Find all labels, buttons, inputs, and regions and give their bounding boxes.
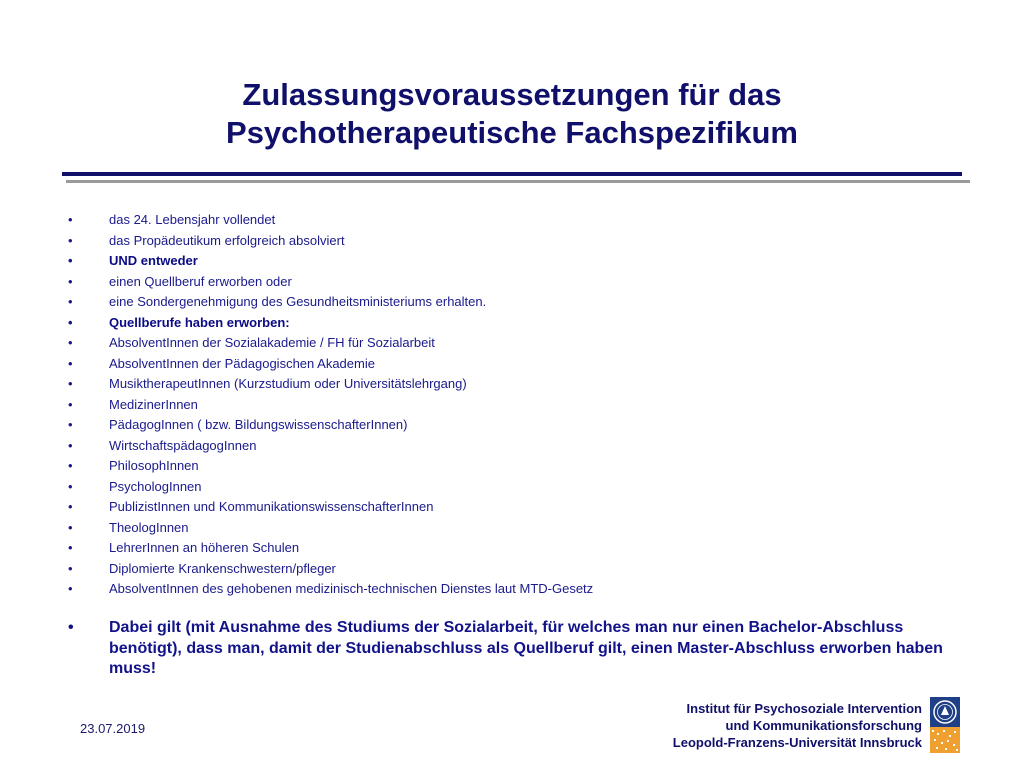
bullet-marker: • xyxy=(68,499,73,514)
bullet-marker: • xyxy=(68,335,73,350)
bullet-marker: • xyxy=(68,253,73,268)
bullet-marker: • xyxy=(68,294,73,309)
list-item-text: AbsolventInnen der Pädagogischen Akademie xyxy=(109,355,375,371)
list-item-text: LehrerInnen an höheren Schulen xyxy=(109,540,300,555)
note-text: Dabei gilt (mit Ausnahme des Studiums der Sozialarbeit, für welches man nur einen Bachelor-Abschluss benötigt), dass man, damit der Studienabschluss als Quellberuf gilt, einen Master-Abschluss erworben haben muss! xyxy=(109,619,943,677)
list-item-text: AbsolventInnen des gehobenen medizinisch-technischen Dienstes laut MTD-Gesetz xyxy=(109,581,594,596)
institute-name xyxy=(502,700,922,751)
list-item xyxy=(68,477,968,498)
list-item xyxy=(68,374,968,395)
bullet-marker: • xyxy=(68,273,73,289)
list-item xyxy=(68,272,968,293)
list-item-text: eine Sondergenehmigung des Gesundheitsministeriums erhalten. xyxy=(109,294,487,309)
list-item xyxy=(68,415,968,436)
list-item-text: das Propädeutikum erfolgreich absolviert xyxy=(109,232,345,248)
list-item-text: TheologInnen xyxy=(109,519,189,535)
bullet-marker: • xyxy=(68,437,73,453)
list-item xyxy=(68,456,968,477)
list-item-text: AbsolventInnen der Sozialakademie / FH für Sozialarbeit xyxy=(109,335,435,350)
bullet-marker: • xyxy=(68,458,73,473)
title-divider xyxy=(62,172,962,176)
list-item xyxy=(68,354,968,375)
list-item-text: Diplomierte Krankenschwestern/pfleger xyxy=(109,560,336,576)
bullet-marker: • xyxy=(68,581,73,596)
bullet-marker: • xyxy=(68,232,73,248)
bullet-marker: • xyxy=(68,376,73,391)
slide-title-line-1: Zulassungsvoraussetzungen für das xyxy=(242,77,782,112)
bullet-marker: • xyxy=(68,619,74,636)
slide-title-line-2: Psychotherapeutische Fachspezifikum xyxy=(226,115,798,150)
bullet-marker: • xyxy=(68,417,73,432)
list-item xyxy=(68,292,968,313)
list-item-text: MedizinerInnen xyxy=(109,396,198,412)
requirements-list xyxy=(68,210,968,600)
institute-line-2: und Kommunikationsforschung xyxy=(725,718,922,733)
list-item-text: UND entweder xyxy=(109,253,198,268)
list-item-text: PublizistInnen und KommunikationswissenschafterInnen xyxy=(109,499,434,514)
list-item xyxy=(68,497,968,518)
list-item xyxy=(68,579,968,600)
list-item-text: PädagogInnen ( bzw. BildungswissenschafterInnen) xyxy=(109,417,408,432)
list-item xyxy=(68,231,968,252)
list-item-text: Quellberufe haben erworben: xyxy=(109,314,290,330)
list-item xyxy=(68,333,968,354)
note-list xyxy=(68,618,968,680)
university-seal-icon xyxy=(930,697,960,753)
institute-line-3: Leopold-Franzens-Universität Innsbruck xyxy=(672,735,922,750)
institute-line-1: Institut für Psychosoziale Intervention xyxy=(686,701,922,716)
list-item xyxy=(68,313,968,334)
bullet-marker: • xyxy=(68,519,73,535)
list-item xyxy=(68,538,968,559)
list-item-text: MusiktherapeutInnen (Kurzstudium oder Universitätslehrgang) xyxy=(109,376,467,391)
list-item-text: das 24. Lebensjahr vollendet xyxy=(109,212,276,227)
bullet-marker: • xyxy=(68,396,73,412)
title-divider-shadow xyxy=(66,180,970,183)
list-item-text: einen Quellberuf erworben oder xyxy=(109,273,292,289)
bullet-marker: • xyxy=(68,560,73,576)
bullet-marker: • xyxy=(68,355,73,371)
list-item xyxy=(68,559,968,580)
list-item xyxy=(68,251,968,272)
list-item xyxy=(68,395,968,416)
bullet-marker: • xyxy=(68,212,73,227)
list-item-text: PhilosophInnen xyxy=(109,458,199,473)
list-item xyxy=(68,518,968,539)
slide-date: 23.07.2019 xyxy=(80,721,146,736)
note-item xyxy=(68,618,968,680)
list-item-text: WirtschaftspädagogInnen xyxy=(109,437,257,453)
slide-title xyxy=(0,76,1024,152)
list-item xyxy=(68,210,968,231)
list-item-text: PsychologInnen xyxy=(109,478,202,494)
bullet-marker: • xyxy=(68,478,73,494)
bullet-marker: • xyxy=(68,540,73,555)
bullet-marker: • xyxy=(68,314,73,330)
list-item xyxy=(68,436,968,457)
